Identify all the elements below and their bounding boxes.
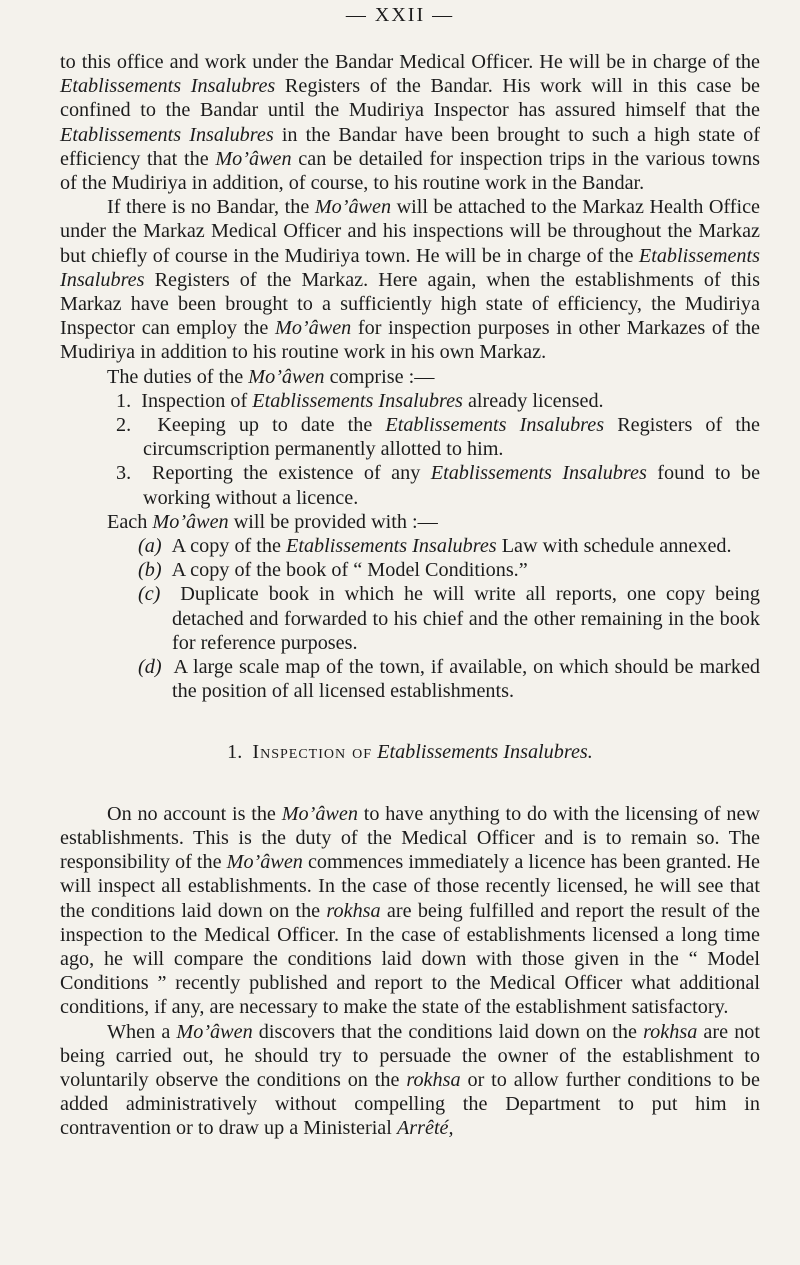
provision-item: (c) Duplicate book in which he will write all reports, one copy being detached and forwarded to his chief and the other remaining in the book for reference purposes. <box>138 583 760 654</box>
provision-item: (b) A copy of the book of “ Model Conditions.” <box>138 559 528 582</box>
body-paragraph-2: When a Mo’âwen discovers that the conditions laid down on the rokhsa are not being carried out, he should try to persuade the owner of the establishment to voluntarily observe the conditions on the rokhsa or to allow further conditions to be added administratively without compelling the Department to put him in contravention or to draw up a Ministerial Arrêté, <box>60 1020 760 1140</box>
body-paragraph-1: On no account is the Mo’âwen to have anything to do with the licensing of new establishments. This is the duty of the Medical Officer and is to remain so. The responsibility of the Mo’âwen commences immediately a licence has been granted. He will inspect all establishments. In the case of those recently licensed, he will see that the conditions laid down on the rokhsa are being fulfilled and report the result of the inspection to the Medical Officer. In the case of establishments licensed a long time ago, he will compare the conditions laid down with those given in the “ Model Conditions ” recently published and report to the Medical Officer what additional conditions, if any, are necessary to make the state of the establishment satisfactory. <box>60 802 761 1019</box>
duty-item: 2. Keeping up to date the Etablissements Insalubres Registers of the circumscription permanently allotted to him. <box>116 414 760 461</box>
intro-paragraph-2: If there is no Bandar, the Mo’âwen will be attached to the Markaz Health Office under the Markaz Medical Officer and his inspections will be throughout the Markaz but chiefly of course in the Mudiriya town. He will be in charge of the Etablissements Insalubres Registers of the Markaz. Here again, when the establishments of this Markaz have been brought to a sufficiently high state of efficiency, the Mudiriya Inspector can employ the Mo’âwen for inspection purposes in other Markazes of the Mudiriya in addition to his routine work in his own Markaz. <box>60 196 761 364</box>
page-body <box>60 50 760 1141</box>
duty-item: 1. Inspection of Etablissements Insalubres already licensed. <box>116 389 604 412</box>
section-heading: 1. Inspection of Etablissements Insalubres. <box>227 741 593 764</box>
intro-paragraph-1: to this office and work under the Bandar Medical Officer. He will be in charge of the Etablissements Insalubres Registers of the Bandar. His work will in this case be confined to the Bandar until the Mudiriya Inspector has assured himself that the Etablissements Insalubres in the Bandar have been brought to such a high state of efficiency that the Mo’âwen can be detailed for inspection trips in the various towns of the Mudiriya in addition, of course, to his routine work in the Bandar. <box>60 51 761 195</box>
duties-intro: The duties of the Mo’âwen comprise :— <box>107 365 435 388</box>
page-number: — XXII — <box>345 4 455 26</box>
provisions-intro: Each Mo’âwen will be provided with :— <box>107 510 438 533</box>
provision-item: (d) A large scale map of the town, if available, on which should be marked the position of all licensed establishments. <box>138 656 760 703</box>
duty-item: 3. Reporting the existence of any Etablissements Insalubres found to be working without a licence. <box>116 462 761 509</box>
provision-item: (a) A copy of the Etablissements Insalubres Law with schedule annexed. <box>138 535 732 558</box>
